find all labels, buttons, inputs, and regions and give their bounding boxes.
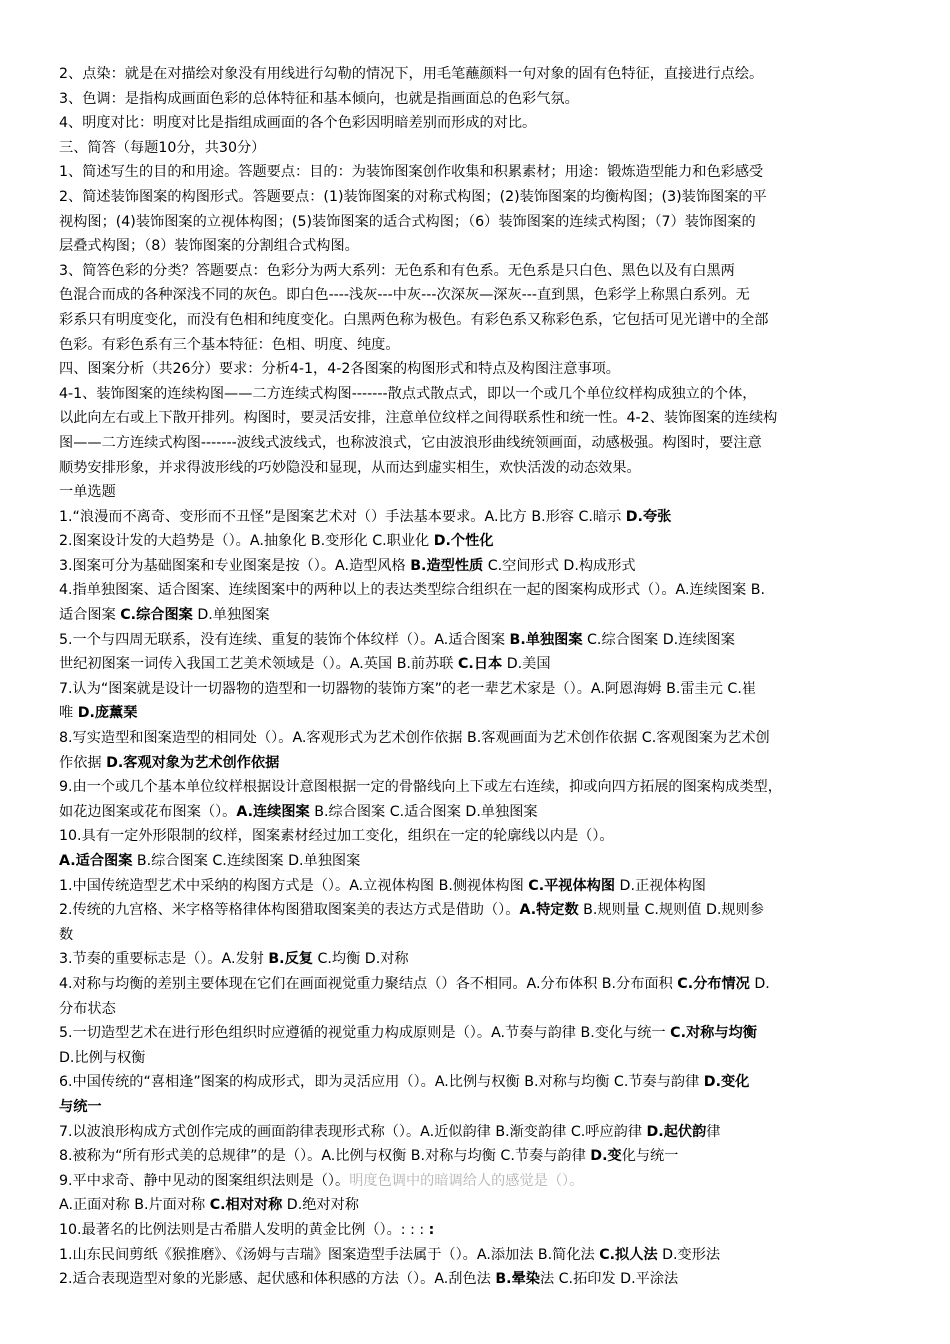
line-text: 3、色调：是指构成画面色彩的总体特征和基本倾向，也就是指画面总的色彩气氛。 — [59, 90, 579, 107]
line-text: 适合图案 — [59, 607, 121, 624]
text-line — [59, 1218, 910, 1243]
text-line — [59, 554, 910, 579]
line-text: 一单选题 — [59, 484, 116, 501]
line-text: 2.传统的九宫格、米字格等格律体构图猎取图案美的表达方式是借助（）。 — [59, 902, 520, 919]
line-text: 3.图案可分为基础图案和专业图案是按（）。A.造型风格 — [59, 557, 411, 574]
line-text: D.正视体构图 — [615, 877, 706, 894]
text-line — [59, 406, 910, 431]
text-line — [59, 382, 910, 407]
answer-text: D.变化 — [703, 1074, 750, 1091]
line-text: 1.中国传统造型艺术中采纳的构图方式是（）。A.立视体构图 B.侧视体构图 — [59, 877, 529, 894]
text-line — [59, 1046, 910, 1071]
answer-text: A.适合图案 — [59, 853, 133, 869]
line-text: 3、简答色彩的分类？答题要点：色彩分为两大系列：无色系和有色系。无色系是只白色、黑色以及有白黑两 — [59, 262, 735, 279]
answer-text: C.平视体构图 — [528, 877, 616, 894]
line-text: 以此向左右或上下散开排列。构图时，要灵活安排，注意单位纹样之间得联系性和统一性。4-2、装饰图案的连续构 — [59, 410, 778, 427]
line-text: 5.一切造型艺术在进行形色组织时应遵循的视觉重力构成原则是（）。A.节奏与韵律 B.变化与统一 — [59, 1025, 671, 1042]
line-text: 三、简答（每题10分，共30分） — [59, 139, 266, 156]
answer-text: C.日本 — [458, 656, 503, 673]
text-line — [59, 431, 910, 456]
line-text: 10.最著名的比例法则是古希腊人发明的黄金比例（）。: : : — [59, 1221, 429, 1238]
line-text: 律 — [706, 1123, 721, 1140]
line-text: 2.图案设计发的大趋势是（）。A.抽象化 B.变形化 C.职业化 — [59, 533, 434, 550]
answer-text: C.对称与均衡 — [670, 1025, 757, 1042]
answer-text: A.连续图案 — [236, 803, 310, 820]
text-line — [59, 578, 910, 603]
line-text: 7.认为“图案就是设计一切器物的造型和一切器物的装饰方案”的老一辈艺术家是（）。A.阿恩海姆 B.雷圭元 C.崔 — [59, 680, 757, 697]
answer-text: : — [428, 1221, 435, 1238]
line-text: 4.对称与均衡的差别主要体现在它们在画面视觉重力聚结点（）各不相同。A.分布体积 B.分布面积 — [59, 975, 678, 992]
answer-text: 与统一 — [59, 1098, 102, 1115]
line-text: 唯 — [59, 705, 78, 722]
text-line — [59, 972, 910, 997]
answer-text: A.特定数 — [519, 902, 579, 919]
text-line — [59, 947, 910, 972]
line-text: 分布状态 — [59, 1000, 116, 1017]
line-text: 2、点染：就是在对描绘对象没有用线进行勾勒的情况下，用毛笔蘸颜料一句对象的固有色特征，直接进行点绘。 — [59, 66, 764, 82]
text-line — [59, 283, 910, 308]
text-line — [59, 111, 910, 136]
answer-text: B.晕染 — [495, 1271, 540, 1288]
text-line — [59, 1144, 910, 1169]
answer-text: D.庞薰琹 — [77, 705, 138, 722]
text-line — [59, 456, 910, 481]
line-text: B.综合图案 C.适合图案 D.单独图案 — [309, 803, 538, 820]
answer-text: D.变 — [590, 1148, 622, 1165]
line-text: 7.以波浪形构成方式创作完成的画面韵律表现形式称（）。A.近似韵律 B.渐变韵律 C.呼应韵律 — [59, 1123, 647, 1140]
line-text: 色彩。有彩色系有三个基本特征：色相、明度、纯度。 — [59, 336, 400, 353]
answer-text: C.综合图案 — [120, 607, 193, 624]
text-line — [59, 357, 910, 382]
line-text: 4、明度对比：明度对比是指组成画面的各个色彩因明暗差别而形成的对比。 — [59, 115, 537, 132]
text-line — [59, 775, 910, 800]
line-text: 法 C.拓印发 D.平涂法 — [539, 1271, 679, 1288]
text-line — [59, 1193, 910, 1218]
text-line — [59, 529, 910, 554]
answer-text: B.反复 — [268, 951, 313, 968]
text-line — [59, 1095, 910, 1120]
text-line — [59, 677, 910, 702]
line-text: 色混合而成的各种深浅不同的灰色。即白色----浅灰---中灰---次深灰—深灰---直到黑，色彩学上称黑白系列。无 — [59, 287, 750, 304]
line-text: D.单独图案 — [192, 607, 270, 624]
text-line — [59, 1169, 910, 1194]
line-text: 4-1、装饰图案的连续构图——二方连续式构图-------散点式散点式，即以一个或几个单位纹样构成独立的个体， — [59, 385, 757, 402]
line-text: 视构图；(4)装饰图案的立视体构图；(5)装饰图案的适合式构图；（6）装饰图案的连续式构图；（7）装饰图案的 — [59, 213, 756, 230]
line-text: 作依据 — [59, 754, 107, 771]
line-text: 数 — [59, 926, 74, 943]
text-line — [59, 210, 910, 235]
answer-text: C.拟人法 — [599, 1246, 658, 1263]
line-text: 10.具有一定外形限制的纹样，图案素材经过加工变化，组织在一定的轮廓线以内是（）。 — [59, 828, 614, 845]
text-line — [59, 1070, 910, 1095]
line-text: 图——二方连续式构图-------波线式波线式，也称波浪式，它由波浪形曲线统领画面，动感极强。构图时，要注意 — [59, 434, 762, 451]
text-line — [59, 751, 910, 776]
text-line — [59, 603, 910, 628]
line-text: 如花边图案或花布图案（）。 — [59, 803, 237, 820]
line-text: 2、简述装饰图案的构图形式。答题要点：(1)装饰图案的对称式构图；(2)装饰图案的均衡构图；(3)装饰图案的平 — [59, 188, 767, 205]
text-line — [59, 824, 910, 849]
text-line — [59, 898, 910, 923]
faint-overlay-text: 明度色调中的暗调给人的感觉是（）。 — [349, 1172, 584, 1189]
line-text: C.综合图案 D.连续图案 — [582, 631, 735, 648]
line-text: 1.山东民间剪纸《猴推磨》、《汤姆与吉瑞》图案造型手法属于（）。A.添加法 B.简化法 — [59, 1246, 600, 1263]
answer-text: B.造型性质 — [410, 557, 484, 574]
answer-text: D.起伏韵 — [646, 1123, 707, 1140]
line-text: 2.适合表现造型对象的光影感、起伏感和体积感的方法（）。A.刮色法 — [59, 1271, 496, 1288]
text-line — [59, 234, 910, 259]
line-text: D.绝对对称 — [282, 1197, 359, 1214]
text-line — [59, 652, 910, 677]
line-text: 1.“浪漫而不离奇、变形而不丑怪”是图案艺术对（）手法基本要求。A.比方 B.形容 C.暗示 — [59, 508, 626, 525]
text-line — [59, 259, 910, 284]
line-text: D.美国 — [502, 656, 551, 673]
text-line — [59, 480, 910, 505]
text-line — [59, 185, 910, 210]
text-line — [59, 308, 910, 333]
line-text: 3.节奏的重要标志是（）。A.发射 — [59, 951, 269, 968]
text-line — [59, 701, 910, 726]
line-text: 9.平中求奇、静中见动的图案组织法则是（）。 — [59, 1172, 350, 1189]
text-line — [59, 997, 910, 1022]
answer-text: B.单独图案 — [509, 631, 583, 648]
text-line — [59, 1243, 910, 1268]
line-text: 化与统一 — [621, 1148, 679, 1165]
answer-text: D.客观对象为艺术创作依据 — [106, 754, 280, 771]
line-text: 9.由一个或几个基本单位纹样根据设计意图根据一定的骨骼线向上下或左右连续，抑或向四方拓展的图案构成类型， — [59, 779, 782, 796]
line-text: B.规则量 C.规则值 D.规则参 — [578, 902, 764, 919]
line-text: D.变形法 — [657, 1246, 721, 1263]
text-line — [59, 849, 910, 874]
line-text: 世纪初图案一词传入我国工艺美术领域是（）。A.英国 B.前苏联 — [59, 656, 459, 673]
answer-text: D.夸张 — [625, 508, 672, 525]
line-text: 6.中国传统的“喜相逢”图案的构成形式，即为灵活应用（）。A.比例与权衡 B.对称与均衡 C.节奏与韵律 — [59, 1074, 704, 1091]
line-text: 8.写实造型和图案造型的相同处（）。A.客观形式为艺术创作依据 B.客观画面为艺术创作依据 C.客观图案为艺术创 — [59, 730, 770, 747]
text-line — [59, 87, 910, 112]
text-line — [59, 160, 910, 185]
line-text: 层叠式构图；（8）装饰图案的分割组合式构图。 — [59, 238, 359, 255]
text-line — [59, 1267, 910, 1292]
line-text: 5.一个与四周无联系，没有连续、重复的装饰个体纹样（）。A.适合图案 — [59, 631, 510, 648]
answer-text: C.相对对称 — [209, 1197, 283, 1214]
line-text: 顺势安排形象，并求得波形线的巧妙隐没和显现，从而达到虚实相生，欢快活泼的动态效果。 — [59, 459, 641, 476]
text-line — [59, 1120, 910, 1145]
text-line — [59, 726, 910, 751]
line-text: B.综合图案 C.连续图案 D.单独图案 — [132, 853, 361, 869]
answer-text: C.分布情况 — [677, 975, 750, 992]
line-text: C.均衡 D.对称 — [312, 951, 409, 968]
text-line — [59, 1021, 910, 1046]
text-line — [59, 628, 910, 653]
line-text: C.空间形式 D.构成形式 — [483, 557, 636, 574]
text-line — [59, 333, 910, 358]
line-text: 彩系只有明度变化，而没有色相和纯度变化。白黑两色称为极色。有彩色系又称彩色系，它包括可见光谱中的全部 — [59, 311, 769, 328]
text-line — [59, 136, 910, 161]
line-text: D. — [749, 975, 770, 992]
line-text: 4.指单独图案、适合图案、连续图案中的两种以上的表达类型综合组织在一起的图案构成形式（）。A.连续图案 B. — [59, 582, 765, 599]
line-text: 1、简述写生的目的和用途。答题要点：目的：为装饰图案创作收集和积累素材；用途：锻炼造型能力和色彩感受 — [59, 164, 764, 181]
line-text: D.比例与权衡 — [59, 1049, 146, 1066]
answer-text: D.个性化 — [433, 533, 494, 550]
text-line — [59, 923, 910, 948]
text-line — [59, 800, 910, 825]
text-line — [59, 62, 910, 87]
line-text: 四、图案分析（共26分）要求：分析4-1，4-2各图案的构图形式和特点及构图注意事项。 — [59, 361, 620, 378]
text-line — [59, 505, 910, 530]
line-text: 8.被称为“所有形式美的总规律”的是（）。A.比例与权衡 B.对称与均衡 C.节奏与韵律 — [59, 1148, 591, 1165]
text-line — [59, 874, 910, 899]
line-text: A.正面对称 B.片面对称 — [59, 1197, 210, 1214]
